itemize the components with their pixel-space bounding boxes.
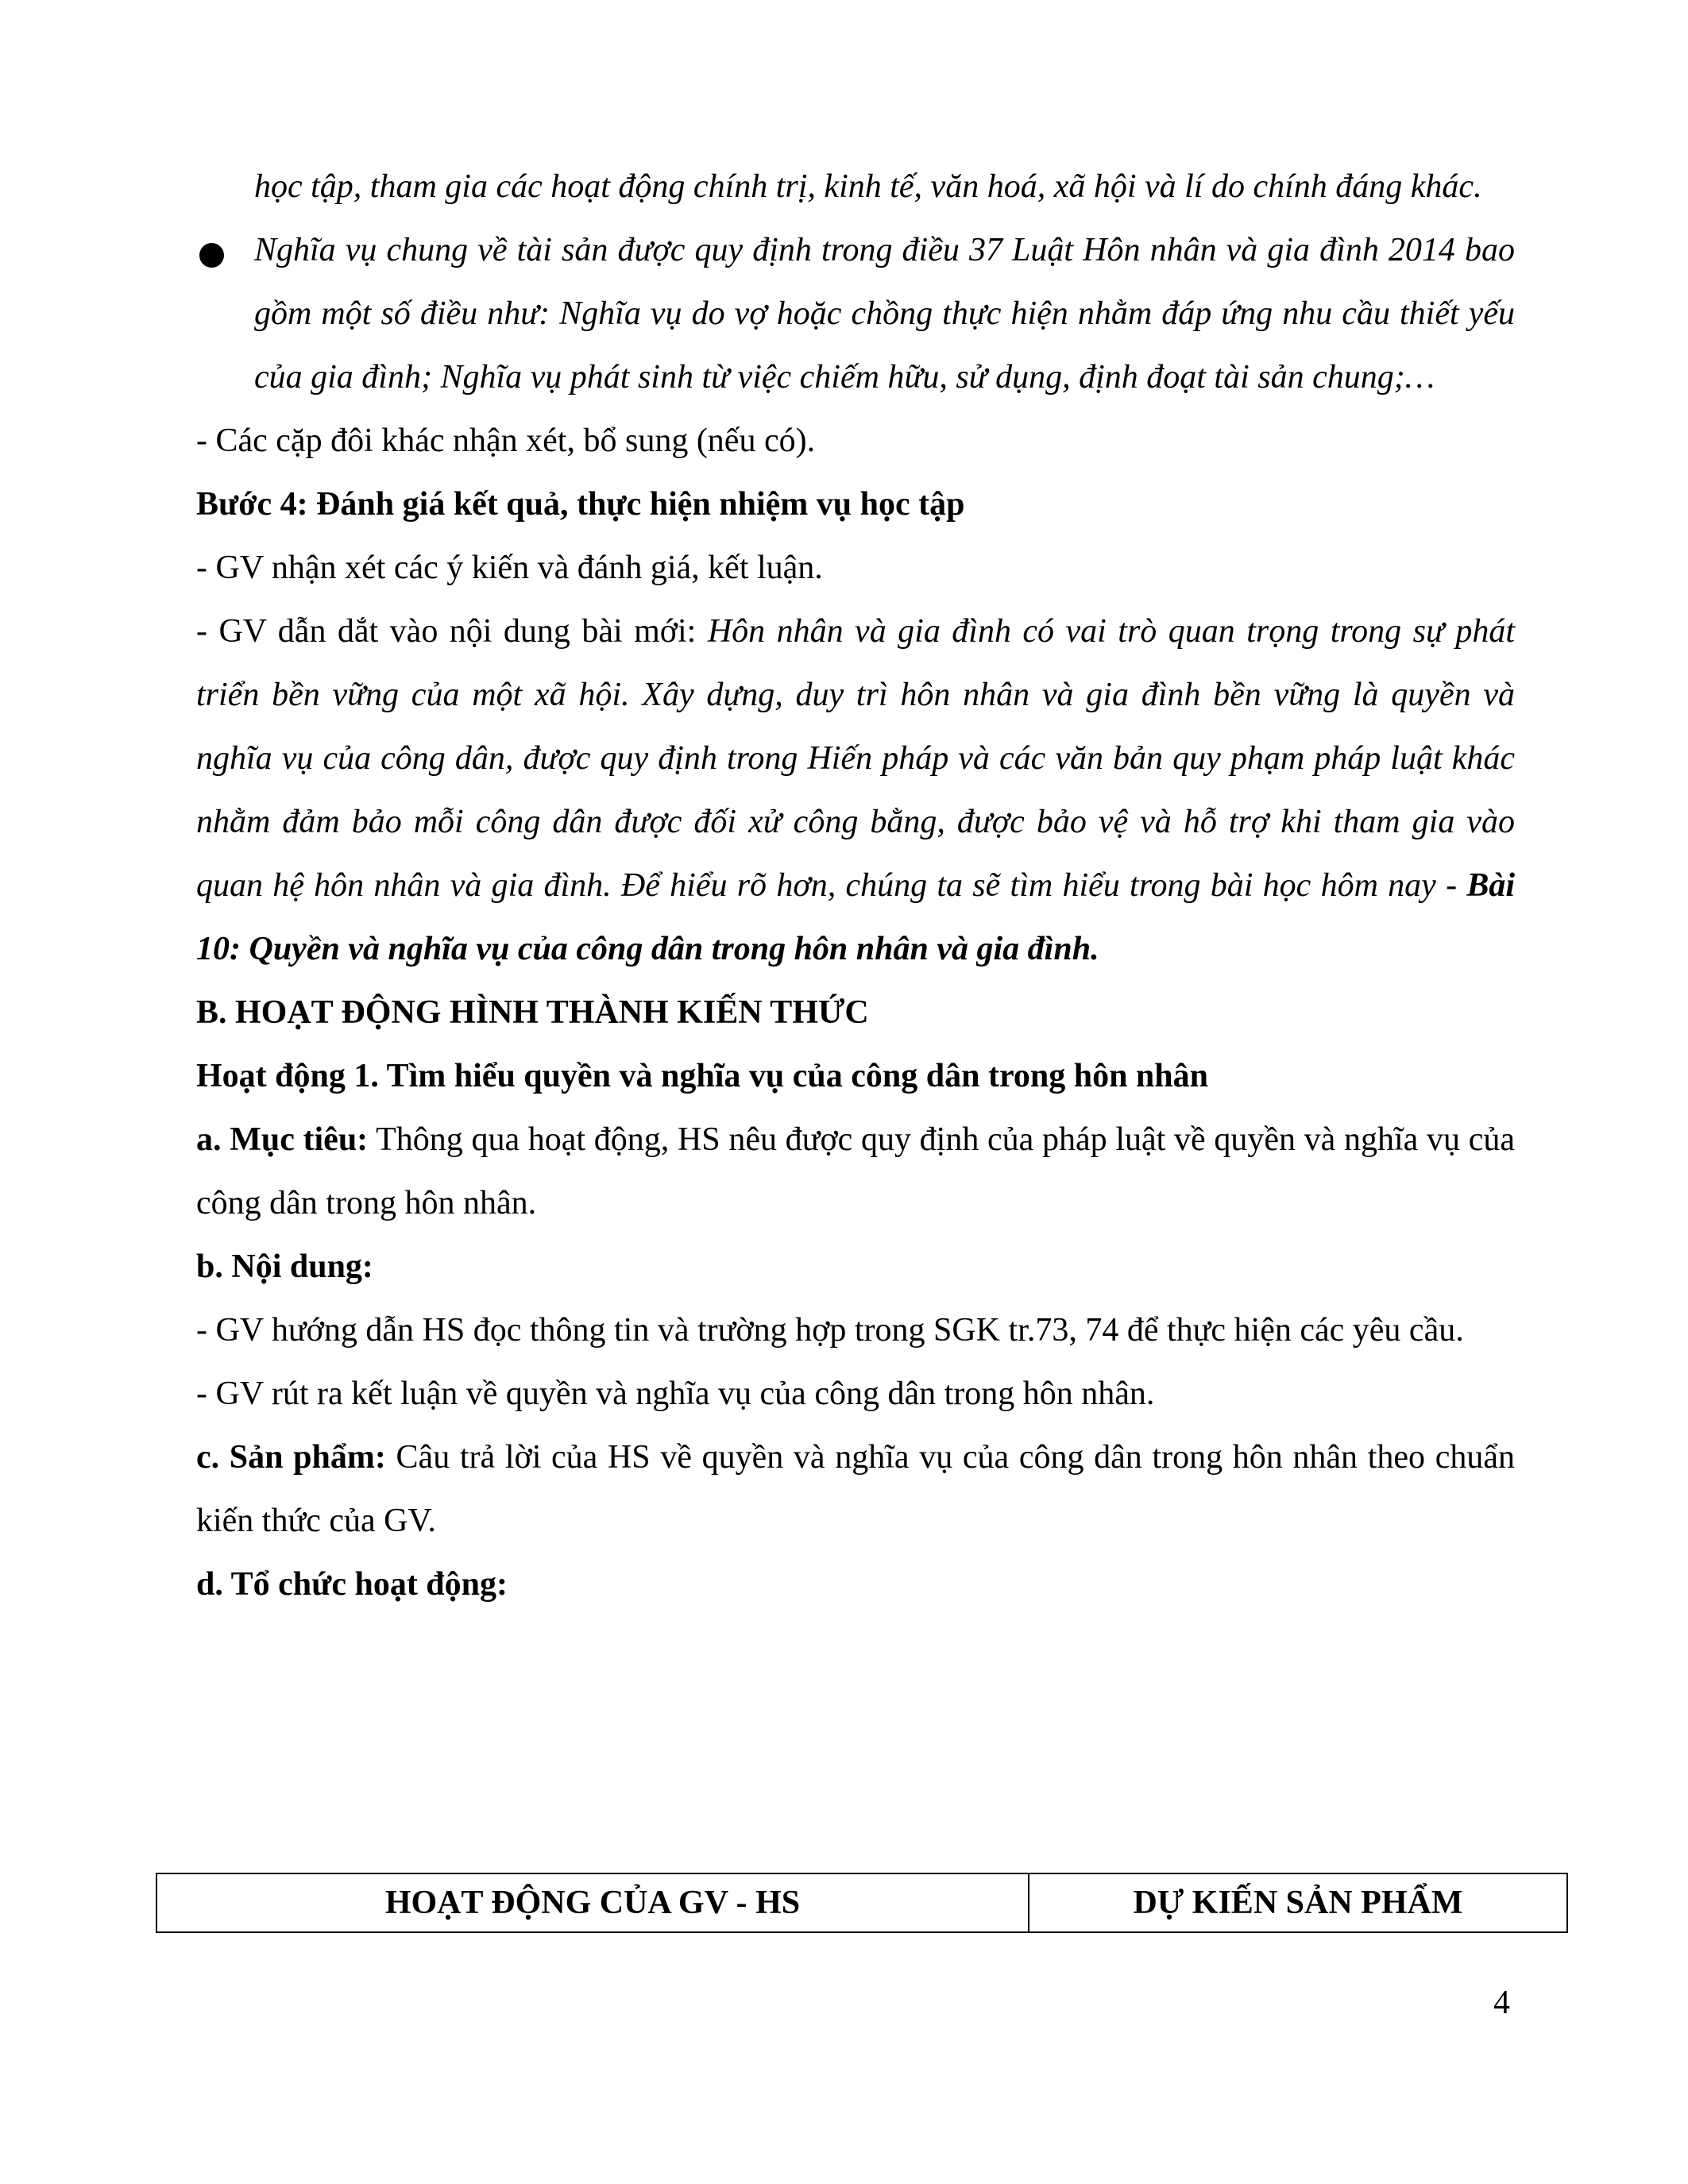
section-b-heading: B. HOẠT ĐỘNG HÌNH THÀNH KIẾN THỨC [196, 994, 869, 1031]
table-header-expected-product: DỰ KIẾN SẢN PHẨM [1133, 1885, 1463, 1921]
bullet-text: Nghĩa vụ chung về tài sản được quy định trong điều 37 Luật Hôn nhân và gia đình 2014 bao gồm một số điều như: Nghĩa vụ do vợ hoặc chồng thực hiện nhằm đáp ứng nhu cầu thiết yếu của gia đình; Nghĩa vụ phát sinh từ việc chiếm hữu, sử dụng, định đoạt tài sản chung;… [254, 232, 1515, 396]
step4-heading: Bước 4: Đánh giá kết quả, thực hiện nhiệm vụ học tập [196, 486, 965, 523]
continued-bullet-text: học tập, tham gia các hoạt động chính trị, kinh tế, văn hoá, xã hội và lí do chính đáng khác. [254, 168, 1482, 205]
content-line-1: - GV hướng dẫn HS đọc thông tin và trường hợp trong SGK tr.73, 74 để thực hiện các yêu cầu. [196, 1312, 1464, 1349]
content-heading: b. Nội dung: [196, 1248, 373, 1285]
product-paragraph: c. Sản phẩm: Câu trả lời của HS về quyền và nghĩa vụ của công dân trong hôn nhân theo chuẩn kiến thức của GV. [196, 1439, 1515, 1539]
bullet-item [196, 218, 1515, 409]
page-number: 4 [1493, 1985, 1510, 2021]
content-line-2: - GV rút ra kết luận về quyền và nghĩa vụ của công dân trong hôn nhân. [196, 1376, 1155, 1412]
activity-table-header [156, 1873, 1568, 1933]
pairs-comment: - Các cặp đôi khác nhận xét, bổ sung (nếu có). [196, 423, 816, 459]
gv-lead-paragraph: - GV dẫn dắt vào nội dung bài mới: Hôn nhân và gia đình có vai trò quan trọng trong sự phát triển bền vững của một xã hội. Xây dựng, duy trì hôn nhân và gia đình bền vững là quyền và nghĩa vụ của công dân, được quy định trong Hiến pháp và các văn bản quy phạm pháp luật khác nhằm đảm bảo mỗi công dân được đối xử công bằng, được bảo vệ và hỗ trợ khi tham gia vào quan hệ hôn nhân và gia đình. Để hiểu rõ hơn, chúng ta sẽ tìm hiểu trong bài học hôm nay - Bài 10: Quyền và nghĩa vụ của công dân trong hôn nhân và gia đình. [196, 613, 1515, 967]
page-content [196, 155, 1515, 1616]
activity-1-heading: Hoạt động 1. Tìm hiểu quyền và nghĩa vụ của công dân trong hôn nhân [196, 1058, 1209, 1094]
bullet-dot-icon [199, 243, 224, 268]
objective-paragraph: a. Mục tiêu: Thông qua hoạt động, HS nêu được quy định của pháp luật về quyền và nghĩa vụ của công dân trong hôn nhân. [196, 1121, 1515, 1221]
organization-heading: d. Tổ chức hoạt động: [196, 1566, 508, 1603]
gv-comment: - GV nhận xét các ý kiến và đánh giá, kết luận. [196, 550, 823, 586]
table-header-activities: HOẠT ĐỘNG CỦA GV - HS [157, 1874, 1029, 1931]
